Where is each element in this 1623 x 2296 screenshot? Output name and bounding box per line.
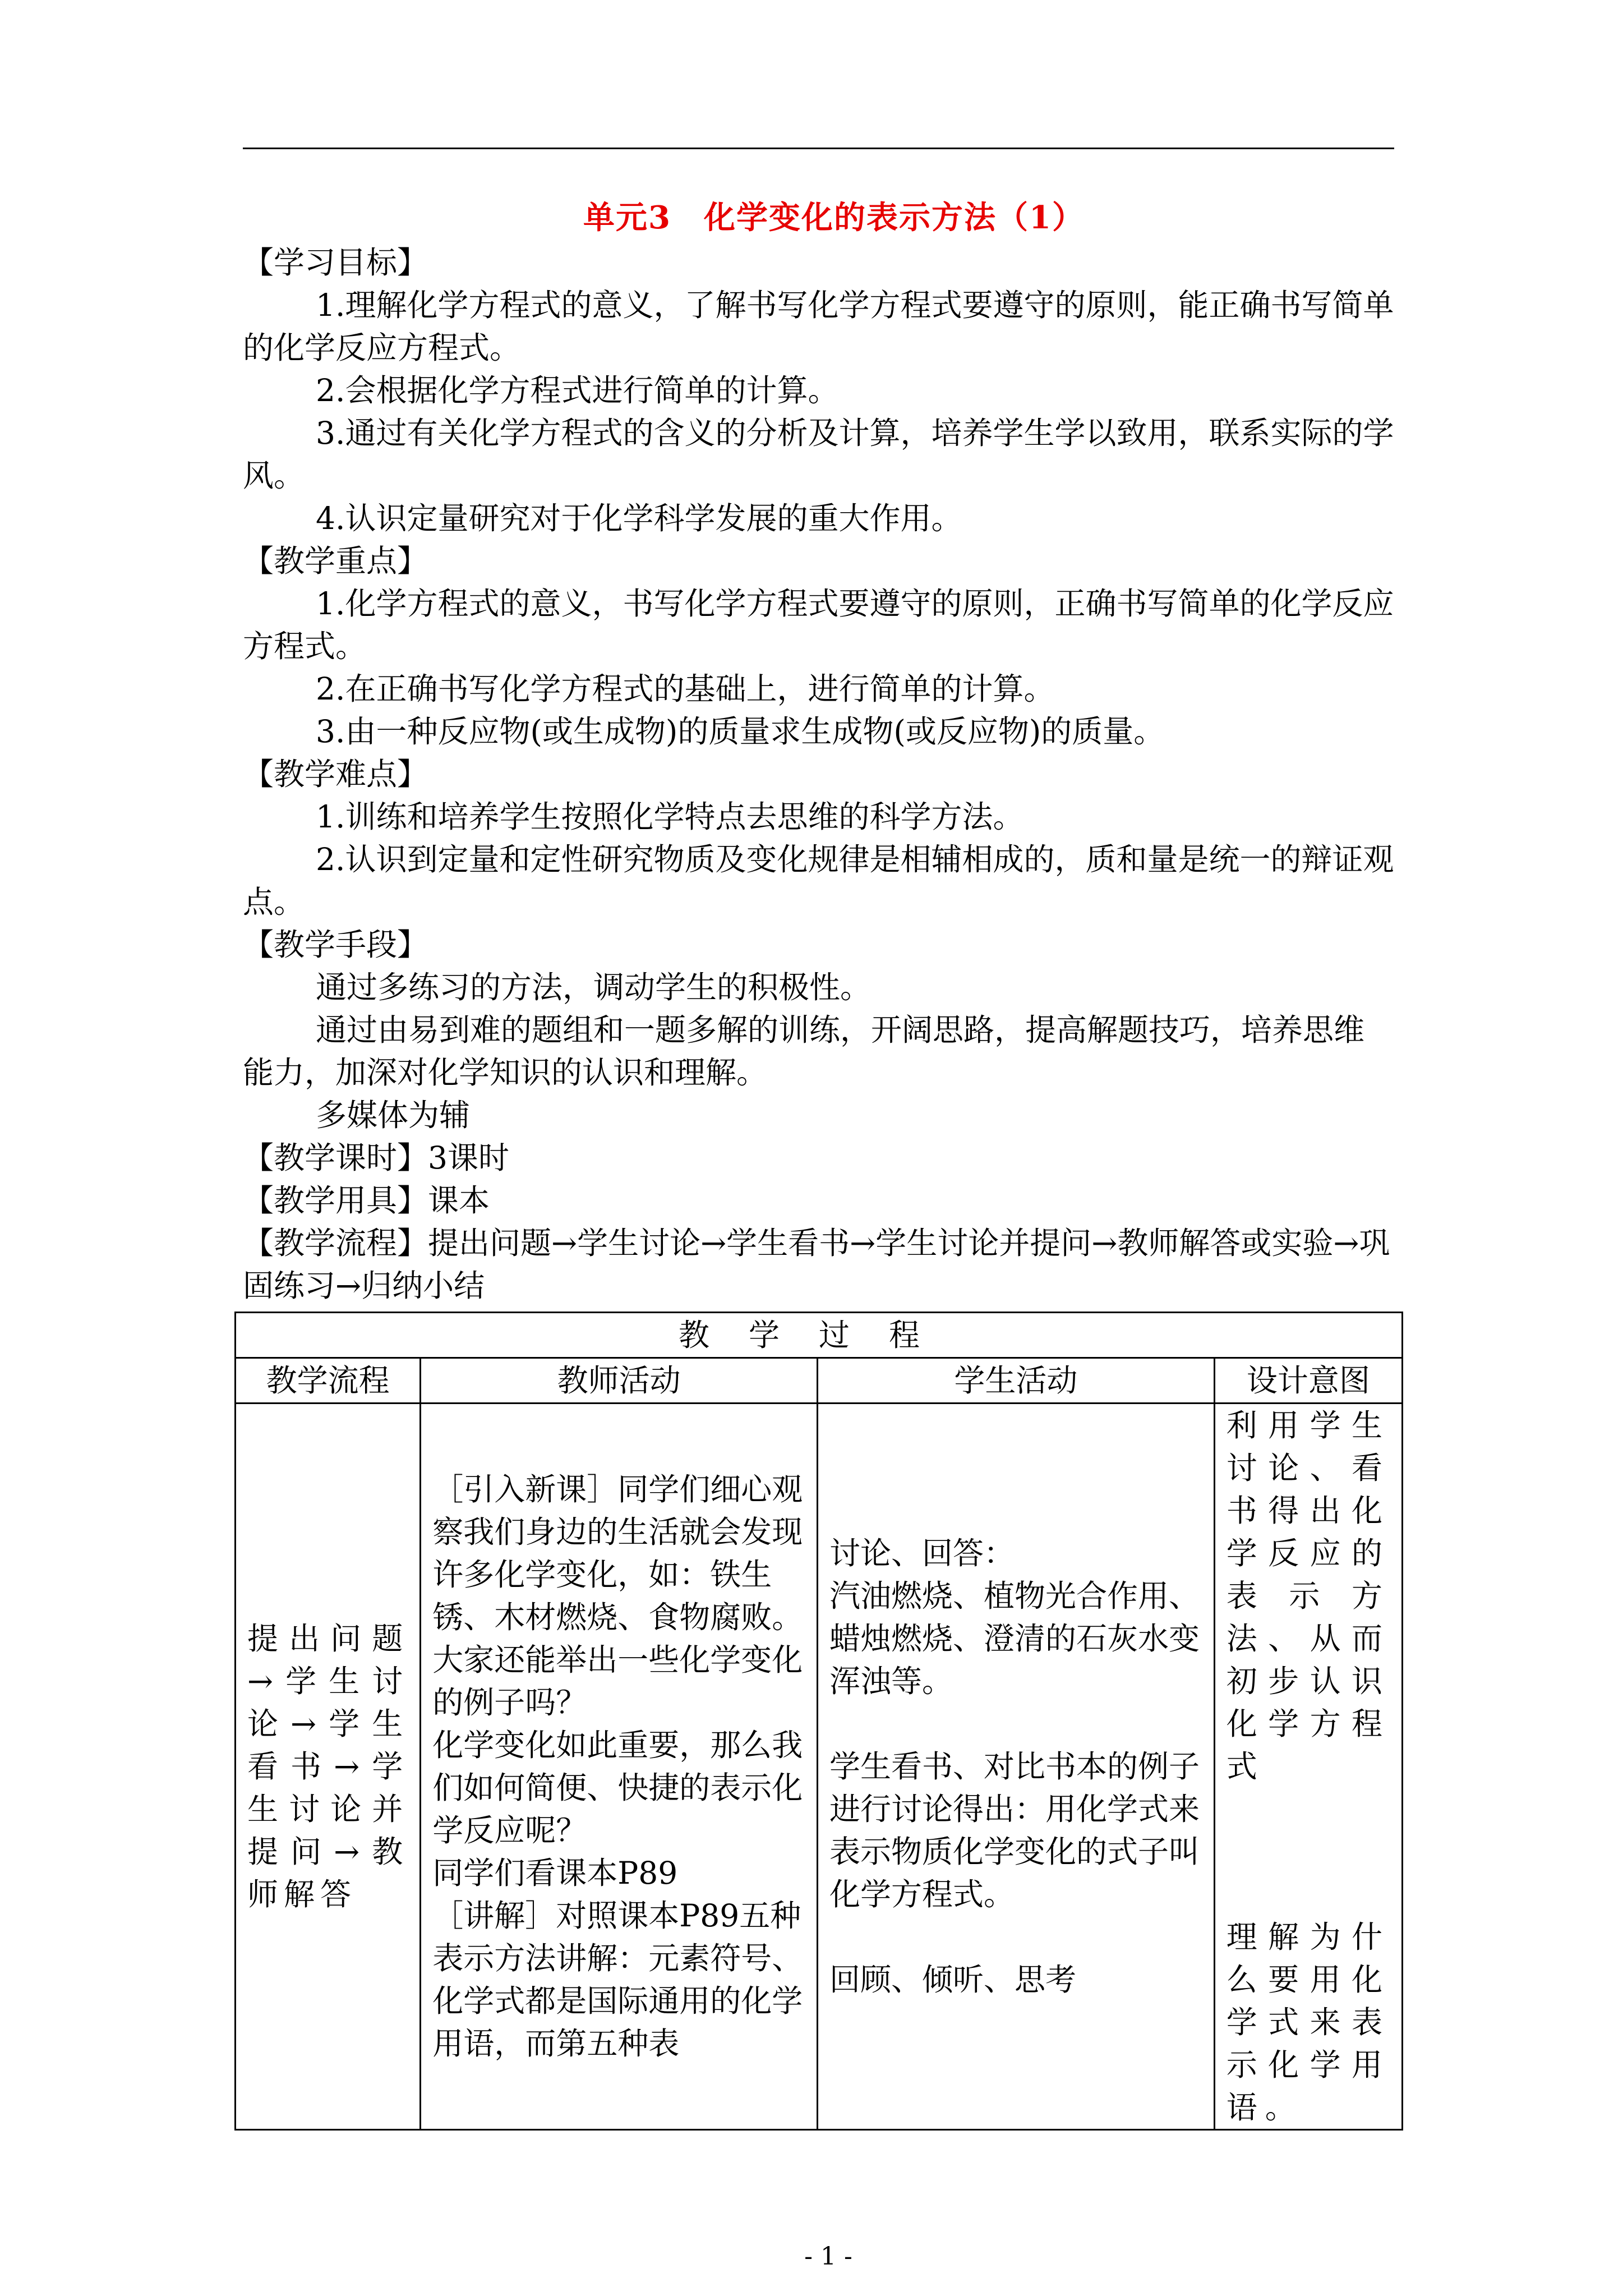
teacher-cell [421, 1404, 818, 2130]
flow-label: 【教学流程】 [243, 1225, 428, 1261]
key-point-item: 2.在正确书写化学方程式的基础上，进行简单的计算。 [316, 671, 1055, 707]
key-points-heading: 【教学重点】 [243, 543, 428, 579]
objective-item: 2.会根据化学方程式进行简单的计算。 [316, 372, 839, 408]
column-header-student: 学生活动 [817, 1358, 1214, 1404]
objective-item: 4.认识定量研究对于化学科学发展的重大作用。 [316, 500, 962, 536]
key-point-item: 1.化学方程式的意义，书写化学方程式要遵守的原则，正确书写简单的化学反应方程式。 [243, 586, 1394, 664]
objective-item: 1.理解化学方程式的意义，了解书写化学方程式要遵守的原则，能正确书写简单的化学反应方程式。 [243, 287, 1394, 366]
student-cell [817, 1404, 1214, 2130]
objectives-heading: 【学习目标】 [243, 245, 428, 280]
column-header-flow: 教学流程 [236, 1358, 421, 1404]
teacher-paragraph: 同学们看课本P89 [432, 1855, 678, 1891]
periods-value: 3课时 [428, 1140, 510, 1176]
student-paragraph: 讨论、回答： [829, 1535, 1015, 1571]
table-caption: 教学过程 [236, 1313, 1403, 1358]
flow-value: 提出问题→学生讨论→学生看书→学生讨论并提问→教师解答或实验→巩固练习→归纳小结 [243, 1225, 1390, 1304]
objective-item: 3.通过有关化学方程式的含义的分析及计算，培养学生学以致用，联系实际的学风。 [243, 415, 1394, 494]
student-paragraph: 汽油燃烧、植物光合作用、蜡烛燃烧、澄清的石灰水变浑浊等。 [829, 1578, 1200, 1699]
key-point-item: 3.由一种反应物(或生成物)的质量求生成物(或反应物)的质量。 [316, 714, 1165, 749]
header-rule [243, 148, 1394, 149]
periods-line [243, 1137, 1394, 1179]
teacher-paragraph: 化学变化如此重要，那么我们如何简便、快捷的表示化学反应呢？ [432, 1727, 803, 1848]
flow-cell [236, 1404, 421, 2130]
means-item: 通过由易到难的题组和一题多解的训练，开阔思路，提高解题技巧，培养思维能力，加深对化学知识的认识和理解。 [243, 1012, 1365, 1091]
intent-paragraph: 理解为什么要用化学式来表示化学用语。 [1226, 1919, 1390, 2125]
student-paragraph: 学生看书、对比书本的例子进行讨论得出：用化学式来表示物质化学变化的式子叫化学方程式。 [829, 1749, 1200, 1912]
intent-cell [1214, 1404, 1402, 2130]
tools-line [243, 1179, 1394, 1222]
periods-label: 【教学课时】 [243, 1140, 428, 1176]
column-header-intent: 设计意图 [1214, 1358, 1402, 1404]
page-number: - 1 - [804, 2242, 852, 2271]
means-item: 通过多练习的方法，调动学生的积极性。 [316, 969, 872, 1005]
flow-cell-text: 提出问题→学生讨论→学生看书→学生讨论并提问→教师解答 [247, 1621, 409, 1912]
intent-paragraph: 利用学生讨论、看书得出化学反应的表示方法、从而初步认识化学方程式 [1226, 1407, 1390, 1784]
difficulty-item: 1.训练和培养学生按照化学特点去思维的科学方法。 [316, 799, 1024, 835]
student-paragraph: 回顾、倾听、思考 [829, 1962, 1076, 1998]
document-title: 单元3 化学变化的表示方法（1） [583, 199, 1085, 236]
means-item: 多媒体为辅 [316, 1097, 471, 1133]
flow-line [243, 1222, 1394, 1307]
tools-label: 【教学用具】 [243, 1182, 428, 1218]
table-caption-row [236, 1313, 1403, 1358]
difficulty-item: 2.认识到定量和定性研究物质及变化规律是相辅相成的，质和量是统一的辩证观点。 [243, 841, 1394, 920]
teacher-paragraph: ［引入新课］同学们细心观察我们身边的生活就会发现许多化学变化，如：铁生锈、木材燃烧、食物腐败。大家还能举出一些化学变化的例子吗？ [432, 1471, 803, 1720]
difficulties-heading: 【教学难点】 [243, 756, 428, 792]
table-row [236, 1404, 1403, 2130]
document-body [243, 241, 1394, 1307]
means-heading: 【教学手段】 [243, 927, 428, 963]
teaching-process-table [234, 1312, 1403, 2131]
column-header-teacher: 教师活动 [421, 1358, 818, 1404]
tools-value: 课本 [428, 1182, 490, 1218]
table-header-row [236, 1358, 1403, 1404]
teacher-paragraph: ［讲解］对照课本P89五种表示方法讲解：元素符号、化学式都是国际通用的化学用语，而第五种表 [432, 1898, 803, 2062]
